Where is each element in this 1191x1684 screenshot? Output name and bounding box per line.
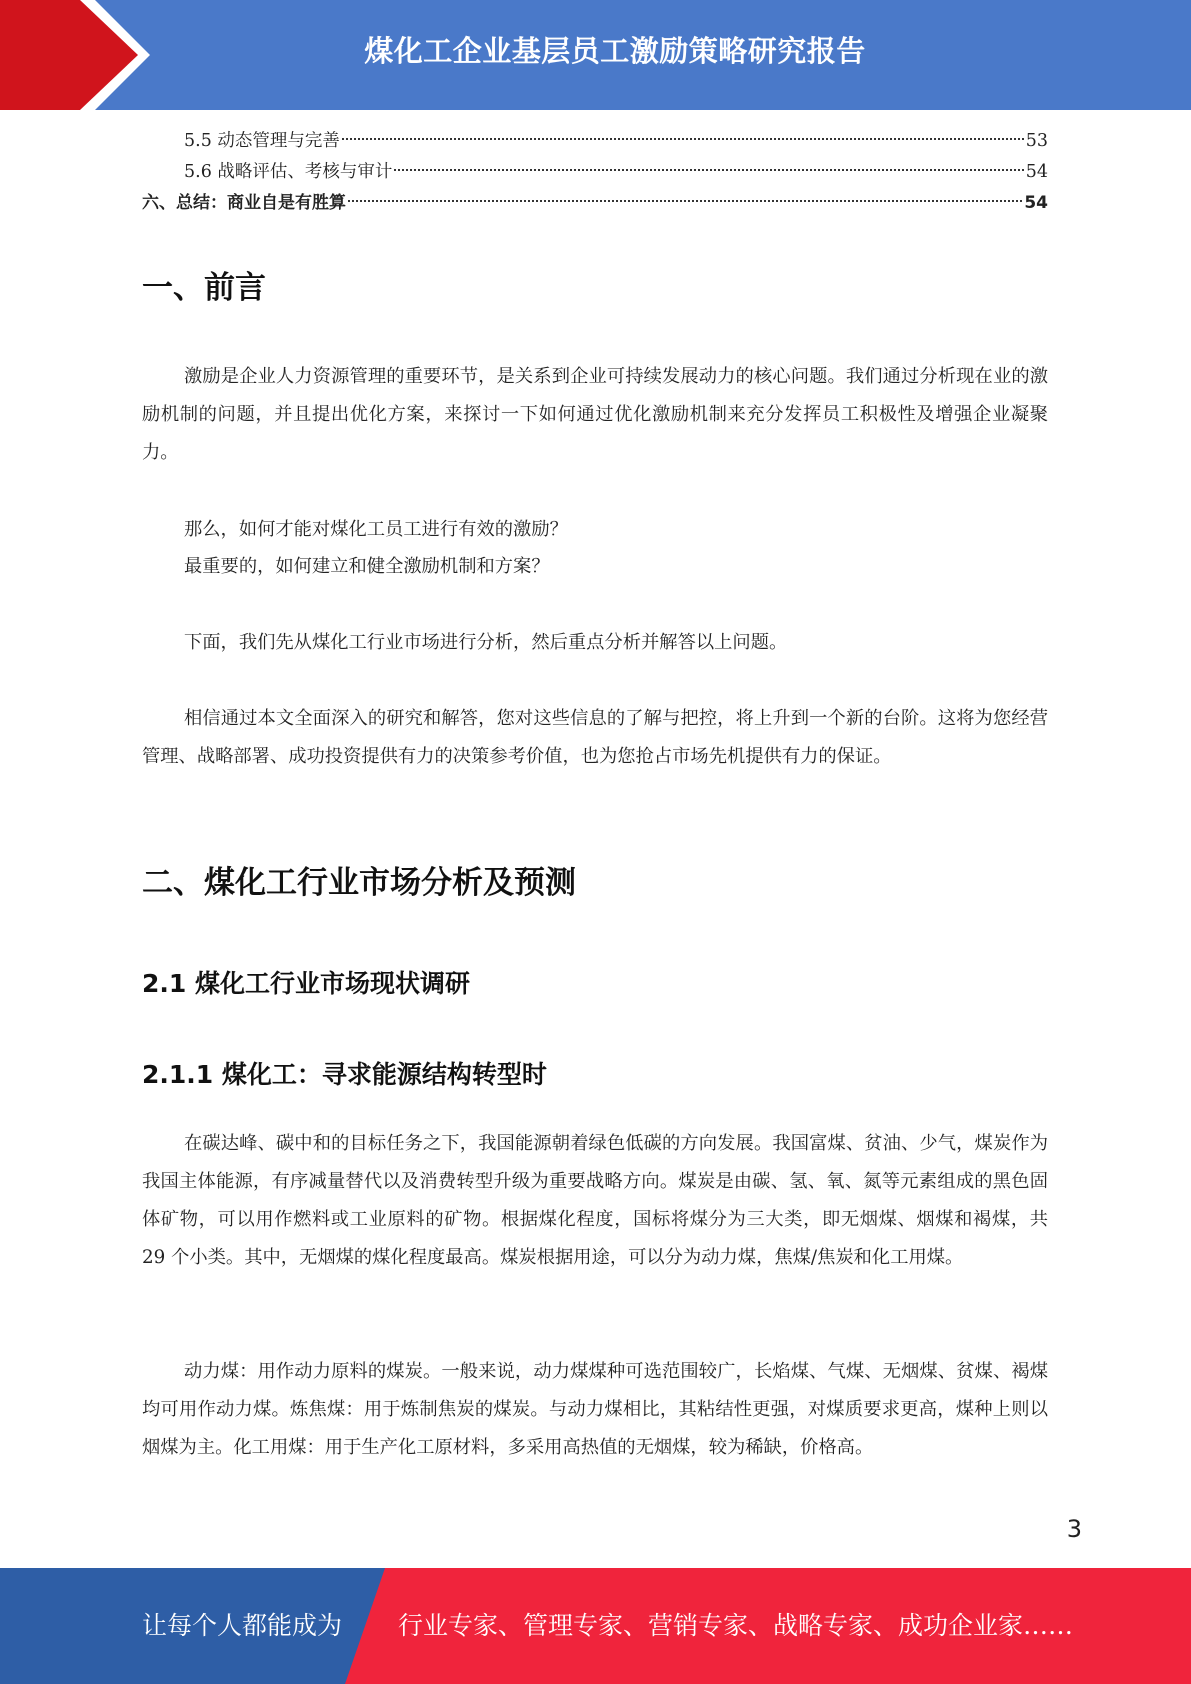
footer-banner — [0, 1568, 1191, 1684]
paragraph-question-2: 最重要的，如何建立和健全激励机制和方案？ — [184, 556, 550, 577]
footer-slogan-right: 行业专家、管理专家、营销专家、战略专家、成功企业家…… — [398, 1611, 1074, 1640]
paragraph-coal-types: 动力煤：用作动力原料的煤炭。一般来说，动力煤煤种可选范围较广，长焰煤、气煤、无烟煤、贫煤、褐煤均可用作动力煤。炼焦煤：用于炼制焦炭的煤炭。与动力煤相比，其粘结性更强，对煤质要求更高，煤种上则以烟煤为主。化工用煤：用于生产化工原材料，多采用高热值的无烟煤，较为稀缺，价格高。 — [142, 1361, 1048, 1458]
report-title: 煤化工企业基层员工激励策略研究报告 — [364, 34, 866, 68]
subsection-heading-2-1: 2.1 煤化工行业市场现状调研 — [142, 969, 470, 998]
toc-entry-label: 六、总结：商业自是有胜算 — [142, 193, 346, 213]
table-of-contents — [142, 126, 1048, 219]
toc-entry-label: 5.5 动态管理与完善 — [184, 131, 340, 151]
toc-entry[interactable] — [142, 188, 1048, 219]
header-arrow-shape — [0, 0, 138, 110]
page-number: 3 — [1066, 1515, 1082, 1543]
toc-entry-page: 54 — [1024, 193, 1048, 213]
paragraph-preface-closing: 相信通过本文全面深入的研究和解答，您对这些信息的了解与把控，将上升到一个新的台阶。这将为您经营管理、战略部署、成功投资提供有力的决策参考价值，也为您抢占市场先机提供有力的保证。 — [142, 708, 1048, 767]
section-heading-preface: 一、前言 — [142, 270, 266, 306]
toc-entry-label: 5.6 战略评估、考核与审计 — [184, 162, 393, 182]
toc-entry-page: 54 — [1025, 162, 1048, 182]
toc-entry[interactable] — [142, 126, 1048, 157]
toc-entry[interactable] — [142, 157, 1048, 188]
toc-leader-dots — [394, 169, 1023, 171]
footer-slogan-left: 让每个人都能成为 — [142, 1611, 343, 1640]
paragraph-preface-intro: 激励是企业人力资源管理的重要环节，是关系到企业可持续发展动力的核心问题。我们通过分析现在业的激励机制的问题，并且提出优化方案，来探讨一下如何通过优化激励机制来充分发挥员工积极性及增强企业凝聚力。 — [142, 366, 1048, 463]
paragraph-coal-overview: 在碳达峰、碳中和的目标任务之下，我国能源朝着绿色低碳的方向发展。我国富煤、贫油、少气，煤炭作为我国主体能源，有序减量替代以及消费转型升级为重要战略方向。煤炭是由碳、氢、氧、氮等元素组成的黑色固体矿物，可以用作燃料或工业原料的矿物。根据煤化程度，国标将煤分为三大类，即无烟煤、烟煤和褐煤，共 29 个小类。其中，无烟煤的煤化程度最高。煤炭根据用途，可以分为动力煤，焦煤/焦炭和化工用煤。 — [142, 1133, 1048, 1268]
header-bar — [0, 0, 1191, 110]
toc-leader-dots — [348, 200, 1022, 202]
section-heading-market: 二、煤化工行业市场分析及预测 — [142, 865, 576, 901]
paragraph-preface-next: 下面，我们先从煤化工行业市场进行分析，然后重点分析并解答以上问题。 — [184, 632, 788, 653]
toc-leader-dots — [342, 138, 1024, 140]
subsection-heading-2-1-1: 2.1.1 煤化工：寻求能源结构转型时 — [142, 1060, 547, 1089]
paragraph-question-1: 那么，如何才能对煤化工员工进行有效的激励？ — [184, 519, 568, 540]
toc-entry-page: 53 — [1025, 131, 1048, 151]
